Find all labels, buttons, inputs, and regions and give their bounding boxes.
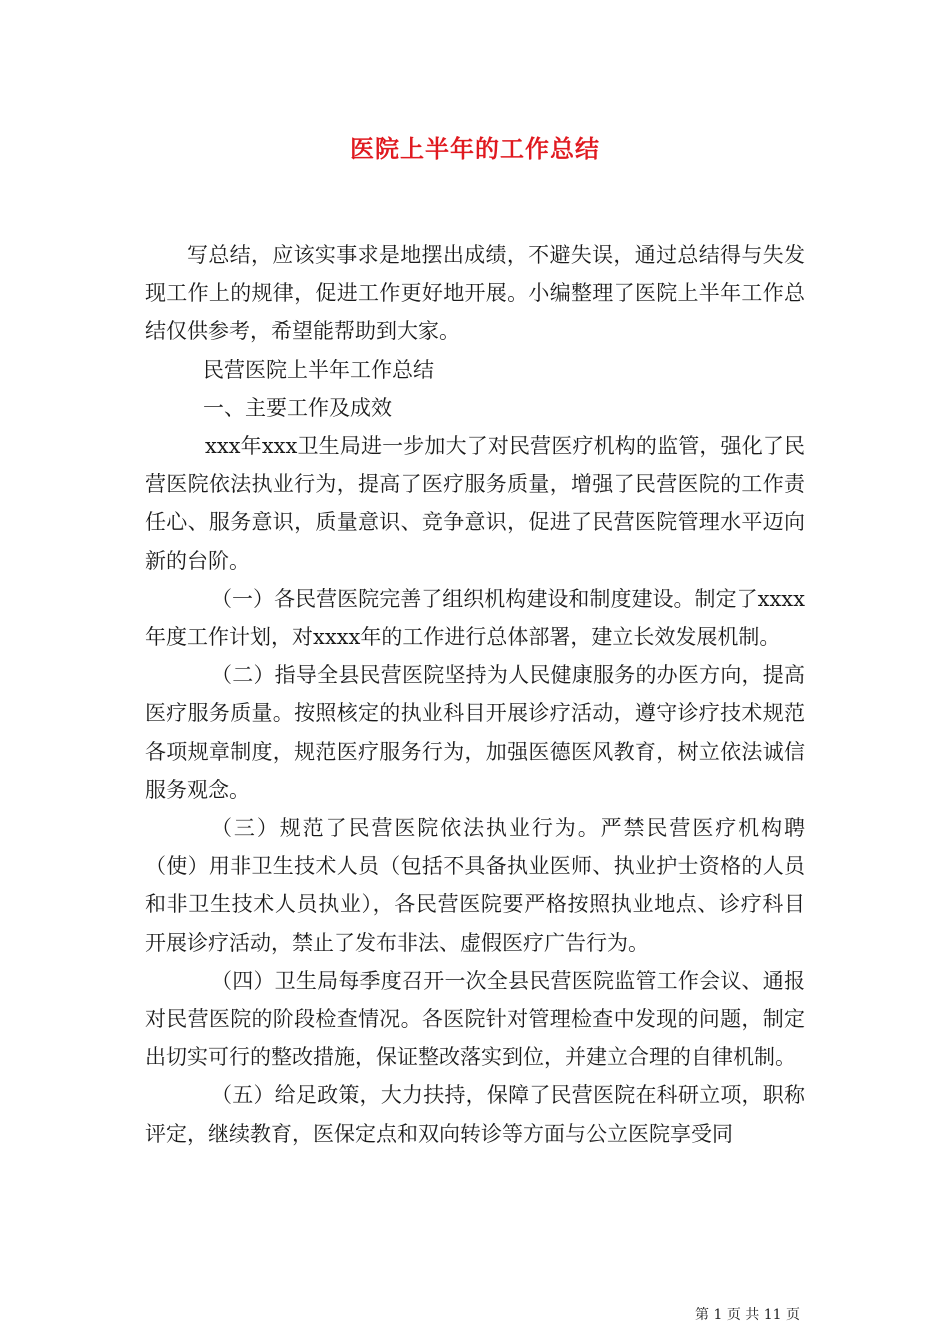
body-paragraph: （三）规范了民营医院依法执业行为。严禁民营医疗机构聘（使）用非卫生技术人员（包括不具备执业医师、执业护士资格的人员和非卫生技术人员执业），各民营医院要严格按照执业地点、诊疗科目开展诊疗活动，禁止了发布非法、虚假医疗广告行为。	[145, 816, 805, 955]
body-paragraph: （五）给足政策，大力扶持，保障了民营医院在科研立项，职称评定，继续教育，医保定点和双向转诊等方面与公立医院享受同	[145, 1083, 805, 1146]
body-paragraph: xxx年xxx卫生局进一步加大了对民营医疗机构的监管，强化了民营医院依法执业行为，提高了医疗服务质量，增强了民营医院的工作责任心、服务意识，质量意识、竞争意识，促进了民营医院管理水平迈向新的台阶。	[145, 434, 805, 573]
document-title: 医院上半年的工作总结	[350, 134, 600, 163]
body-paragraph: （四）卫生局每季度召开一次全县民营医院监管工作会议、通报对民营医院的阶段检查情况。各医院针对管理检查中发现的问题，制定出切实可行的整改措施，保证整改落实到位，并建立合理的自律机制。	[145, 968, 805, 1070]
document-body	[145, 236, 805, 1153]
page-number-footer: 第 1 页 共 11 页	[695, 1307, 800, 1323]
subsection-heading: 一、主要工作及成效	[203, 395, 392, 420]
section-heading: 民营医院上半年工作总结	[203, 357, 434, 382]
body-paragraph: （二）指导全县民营医院坚持为人民健康服务的办医方向，提高医疗服务质量。按照核定的执业科目开展诊疗活动，遵守诊疗技术规范各项规章制度，规范医疗服务行为，加强医德医风教育，树立依法诚信服务观念。	[145, 663, 805, 802]
body-paragraph: （一）各民营医院完善了组织机构建设和制度建设。制定了xxxx年度工作计划，对xxxx年的工作进行总体部署，建立长效发展机制。	[145, 586, 805, 650]
intro-paragraph: 写总结，应该实事求是地摆出成绩，不避失误，通过总结得与失发现工作上的规律，促进工作更好地开展。小编整理了医院上半年工作总结仅供参考，希望能帮助到大家。	[145, 243, 805, 344]
